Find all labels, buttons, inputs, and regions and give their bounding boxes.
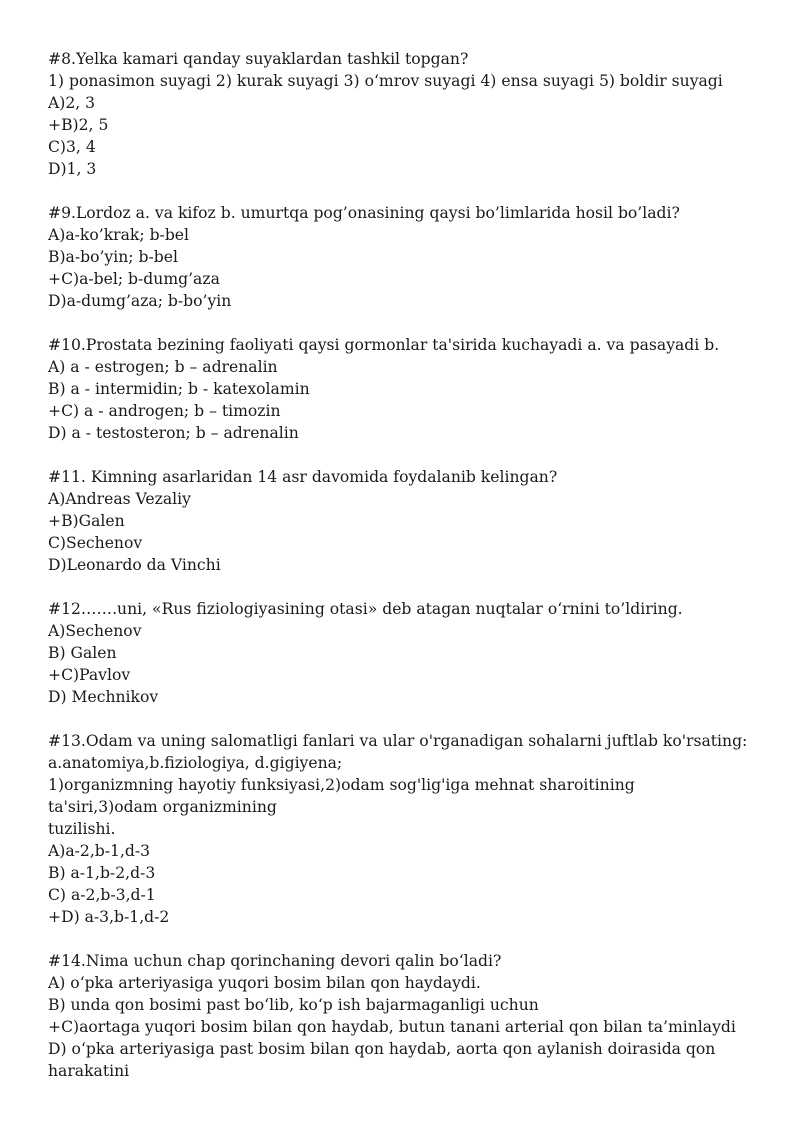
answer-option: A)a-2,b-1,d-3 (48, 842, 151, 860)
question-text: #10.Prostata bezining faoliyati qaysi gormonlar ta'sirida kuchayadi a. va pasayadi b. (48, 336, 720, 354)
answer-option: A)Andreas Vezaliy (48, 490, 191, 508)
answer-option-correct: +B)Galen (48, 512, 125, 530)
answer-option: A)2, 3 (48, 94, 96, 112)
question-text: #14.Nima uchun chap qorinchaning devori qalin bo‘ladi? (48, 952, 502, 970)
answer-option: D)a-dumg’aza; b-bo’yin (48, 292, 232, 310)
question-text: #11. Kimning asarlaridan 14 asr davomida foydalanib kelingan? (48, 468, 558, 486)
answer-option: D)Leonardo da Vinchi (48, 556, 221, 574)
answer-option: D) o‘pka arteriyasiga past bosim bilan qon haydab, aorta qon aylanish doirasida qon harakatini (48, 1040, 721, 1080)
question-8 (48, 48, 748, 180)
answer-option-correct: +B)2, 5 (48, 116, 109, 134)
question-text: #13.Odam va uning salomatligi fanlari va ular o'rganadigan sohalarni juftlab ko'rsating: (48, 732, 748, 750)
question-14 (48, 950, 748, 1082)
answer-option: B) Galen (48, 644, 117, 662)
answer-option: D)1, 3 (48, 160, 97, 178)
question-10 (48, 334, 748, 444)
answer-option: A) a - estrogen; b – adrenalin (48, 358, 278, 376)
answer-option-correct: +C)a-bel; b-dumg’aza (48, 270, 220, 288)
answer-option: B)a-bo’yin; b-bel (48, 248, 178, 266)
answer-option-correct: +C) a - androgen; b – timozin (48, 402, 281, 420)
question-13 (48, 730, 748, 928)
question-text: #12…….uni, «Rus fiziologiyasining otasi» deb atagan nuqtalar o‘rnini to’ldiring. (48, 600, 683, 618)
question-text: #9.Lordoz a. va kifoz b. umurtqa pog’onasining qaysi bo’limlarida hosil bo’ladi? (48, 204, 680, 222)
answer-option: A) o‘pka arteriyasiga yuqori bosim bilan qon haydaydi. (48, 974, 481, 992)
answer-option: B) unda qon bosimi past bo‘lib, ko‘p ish bajarmaganligi uchun (48, 996, 539, 1014)
question-text: 1)organizmning hayotiy funksiyasi,2)odam sog'lig'iga mehnat sharoitining ta'siri,3)odam organizmining (48, 776, 640, 816)
answer-option-correct: +D) a-3,b-1,d-2 (48, 908, 170, 926)
question-12 (48, 598, 748, 708)
answer-option: C)3, 4 (48, 138, 96, 156)
answer-option: C)Sechenov (48, 534, 143, 552)
test-document (48, 48, 748, 1104)
answer-option: A)Sechenov (48, 622, 142, 640)
answer-option: D) Mechnikov (48, 688, 159, 706)
question-9 (48, 202, 748, 312)
question-text: tuzilishi. (48, 820, 116, 838)
answer-option-correct: +C)Pavlov (48, 666, 131, 684)
question-text: 1) ponasimon suyagi 2) kurak suyagi 3) o‘mrov suyagi 4) ensa suyagi 5) boldir suyagi (48, 72, 723, 90)
answer-option: A)a-ko’krak; b-bel (48, 226, 190, 244)
answer-option: D) a - testosteron; b – adrenalin (48, 424, 299, 442)
question-text: #8.Yelka kamari qanday suyaklardan tashkil topgan? (48, 50, 469, 68)
question-text: a.anatomiya,b.fiziologiya, d.gigiyena; (48, 754, 343, 772)
question-11 (48, 466, 748, 576)
answer-option-correct: +C)aortaga yuqori bosim bilan qon haydab, butun tanani arterial qon bilan ta’minlaydi (48, 1018, 736, 1036)
answer-option: C) a-2,b-3,d-1 (48, 886, 156, 904)
answer-option: B) a-1,b-2,d-3 (48, 864, 156, 882)
answer-option: B) a - intermidin; b - katexolamin (48, 380, 310, 398)
